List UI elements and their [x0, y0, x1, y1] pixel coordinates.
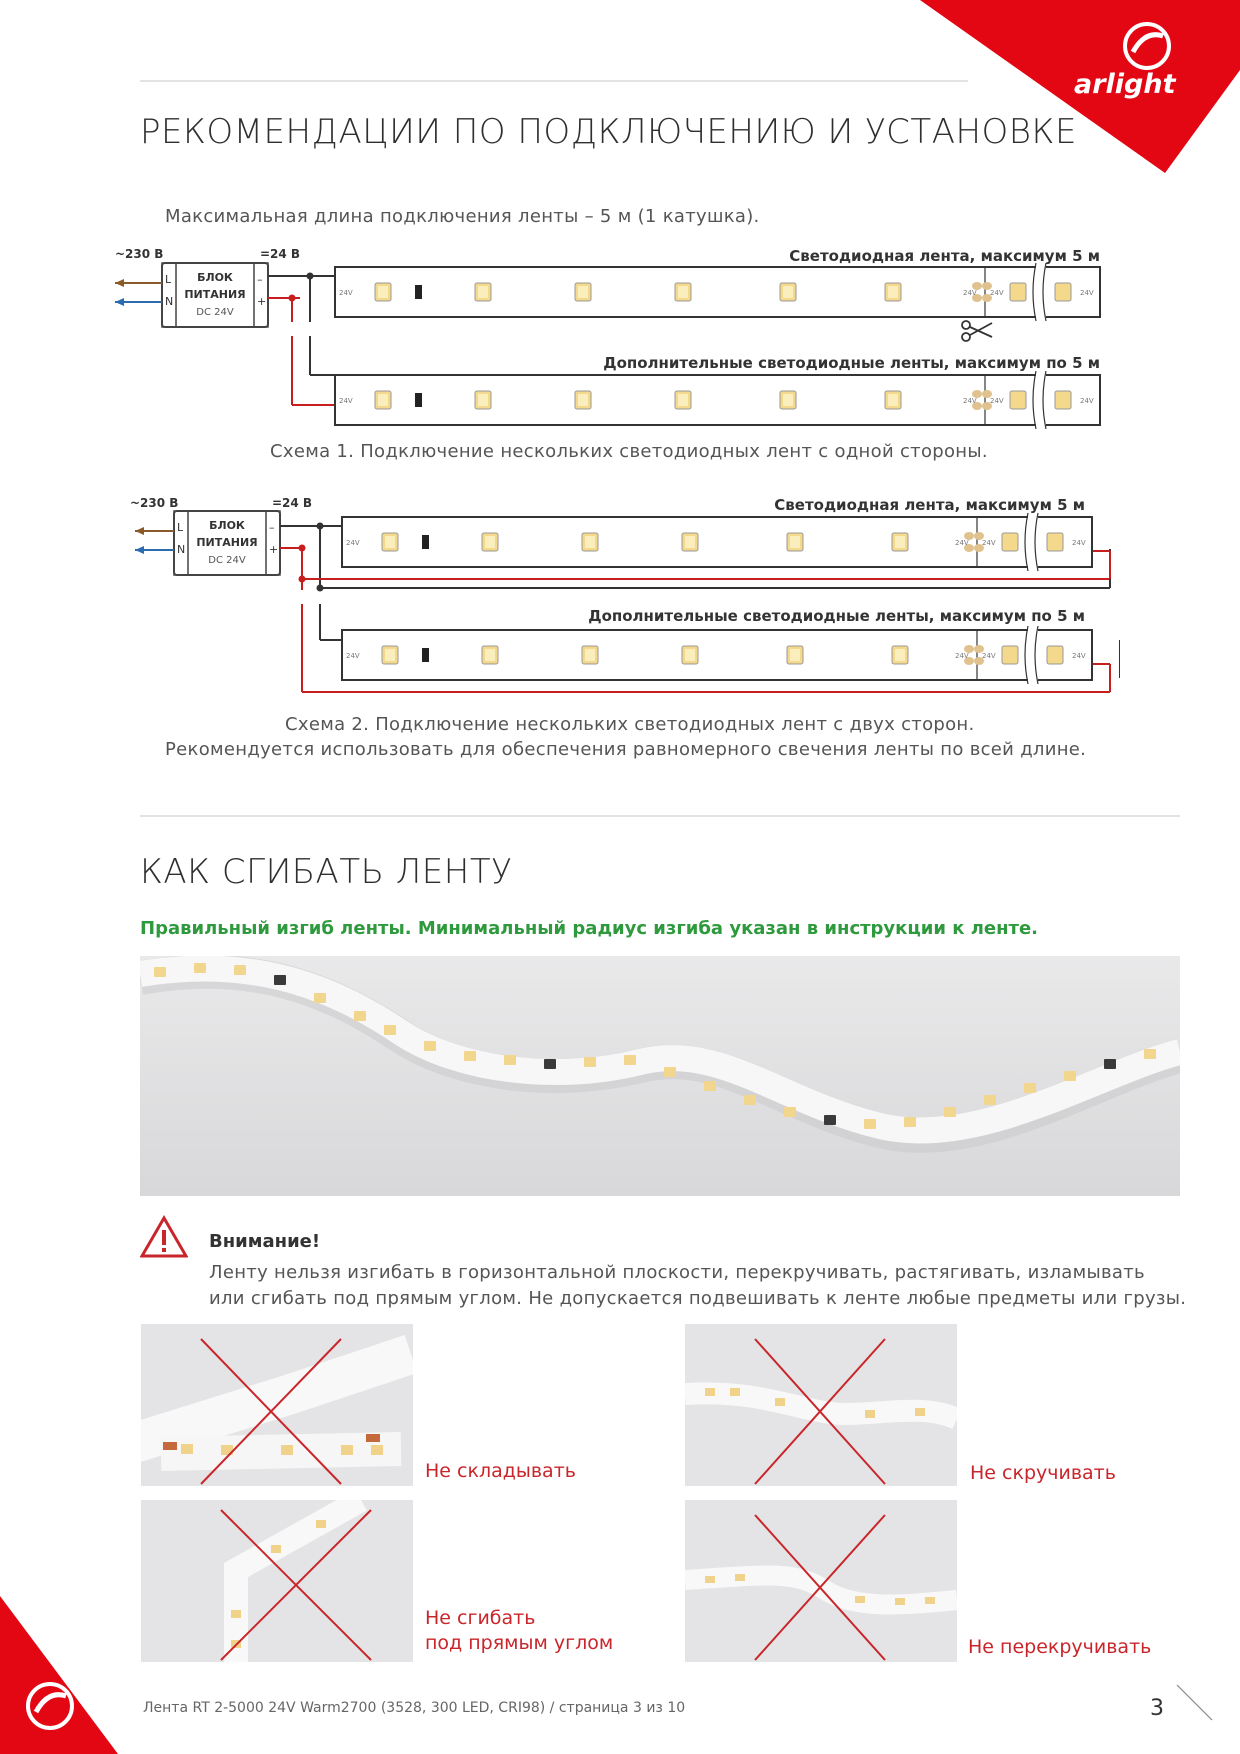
svg-text:БЛОК: БЛОК — [209, 519, 245, 532]
section2-title: КАК СГИБАТЬ ЛЕНТУ — [140, 852, 513, 892]
svg-text:–: – — [257, 273, 263, 286]
svg-text:L: L — [165, 273, 172, 286]
svg-text:24V: 24V — [346, 539, 360, 547]
strip-main-2 — [342, 513, 1092, 571]
svg-text:+: + — [269, 543, 279, 556]
scheme2-caption: Схема 2. Подключение нескольких светодиодных лент с двух сторон. — [285, 714, 975, 735]
svg-text:24V: 24V — [955, 539, 969, 547]
svg-text:+: + — [257, 295, 267, 308]
intro-text: Максимальная длина подключения ленты – 5 м (1 катушка). — [165, 206, 760, 227]
svg-text:24V: 24V — [1080, 397, 1094, 405]
strip-extra-1 — [335, 371, 1100, 429]
svg-text:24V: 24V — [990, 289, 1004, 297]
svg-text:Дополнительные светодиодные ле: Дополнительные светодиодные ленты, максимум по 5 м — [588, 607, 1085, 625]
svg-text:L: L — [177, 521, 184, 534]
no-right-angle-photo — [141, 1500, 413, 1662]
svg-text:DC 24V: DC 24V — [196, 307, 234, 318]
svg-text:DC 24V: DC 24V — [208, 555, 246, 566]
no-overtwist-photo — [685, 1500, 957, 1662]
svg-text:24V: 24V — [963, 397, 977, 405]
scheme2-diagram — [120, 485, 1120, 700]
svg-text:24V: 24V — [339, 289, 353, 297]
svg-text:N: N — [165, 295, 174, 308]
no-twist-photo — [685, 1324, 957, 1486]
svg-text:Светодиодная лента, максимум 5: Светодиодная лента, максимум 5 м — [774, 496, 1085, 514]
svg-text:24V: 24V — [346, 652, 360, 660]
scissors-icon — [962, 321, 992, 341]
strip-extra-2 — [342, 626, 1092, 684]
svg-text:Дополнительные светодиодные ле: Дополнительные светодиодные ленты, максимум по 5 м — [603, 354, 1100, 372]
svg-text:~230 В: ~230 В — [115, 247, 164, 261]
caption-no-twist: Не скручивать — [970, 1462, 1116, 1484]
svg-text:ПИТАНИЯ: ПИТАНИЯ — [196, 536, 258, 549]
svg-text:24V: 24V — [1080, 289, 1094, 297]
caption-no-right-angle-2: под прямым углом — [425, 1632, 614, 1654]
strip-main-1 — [335, 263, 1100, 321]
brand-corner-top — [0, 0, 1240, 180]
brand-corner-bottom — [0, 1580, 140, 1754]
scheme1-diagram — [110, 235, 1110, 435]
page-number: 3 — [1150, 1696, 1164, 1721]
arlight-logo: arlight — [1074, 69, 1176, 100]
svg-text:24V: 24V — [955, 652, 969, 660]
page-corner-line — [1172, 1680, 1222, 1730]
svg-text:БЛОК: БЛОК — [197, 271, 233, 284]
svg-text:24V: 24V — [339, 397, 353, 405]
svg-text:=24 В: =24 В — [260, 247, 301, 261]
warning-line-2: или сгибать под прямым углом. Не допускается подвешивать к ленте любые предметы или грузы. — [209, 1288, 1187, 1309]
svg-text:–: – — [269, 521, 275, 534]
svg-text:24V: 24V — [1072, 652, 1086, 660]
mid-rule — [140, 815, 1180, 817]
svg-text:24V: 24V — [982, 652, 996, 660]
svg-text:N: N — [177, 543, 186, 556]
svg-text:Светодиодная лента, максимум 5: Светодиодная лента, максимум 5 м — [789, 247, 1100, 265]
svg-text:24V: 24V — [963, 289, 977, 297]
svg-text:24V: 24V — [990, 397, 1004, 405]
svg-text:24V: 24V — [1072, 539, 1086, 547]
caption-no-right-angle-1: Не сгибать — [425, 1607, 536, 1629]
svg-text:=24 В: =24 В — [272, 496, 313, 510]
warning-line-1: Ленту нельзя изгибать в горизонтальной плоскости, перекручивать, растягивать, изламывать — [209, 1262, 1145, 1283]
caption-no-overtwist: Не перекручивать — [968, 1636, 1152, 1658]
section1-title: РЕКОМЕНДАЦИИ ПО ПОДКЛЮЧЕНИЮ И УСТАНОВКЕ — [140, 112, 1077, 152]
scheme1-caption: Схема 1. Подключение нескольких светодиодных лент с одной стороны. — [270, 441, 988, 462]
footer-text: Лента RT 2-5000 24V Warm2700 (3528, 300 LED, CRI98) / страница 3 из 10 — [143, 1700, 686, 1716]
top-rule — [140, 80, 968, 82]
svg-text:24V: 24V — [982, 539, 996, 547]
no-fold-photo — [141, 1324, 413, 1486]
scheme2-note: Рекомендуется использовать для обеспечения равномерного свечения ленты по всей длине. — [165, 739, 1087, 760]
correct-bend-text: Правильный изгиб ленты. Минимальный радиус изгиба указан в инструкции к ленте. — [140, 918, 1039, 939]
svg-text:ПИТАНИЯ: ПИТАНИЯ — [184, 288, 246, 301]
warning-icon — [140, 1215, 188, 1259]
caption-no-fold: Не складывать — [425, 1460, 576, 1482]
warning-title: Внимание! — [209, 1231, 321, 1252]
svg-text:~230 В: ~230 В — [130, 496, 179, 510]
correct-bend-photo — [140, 956, 1180, 1196]
